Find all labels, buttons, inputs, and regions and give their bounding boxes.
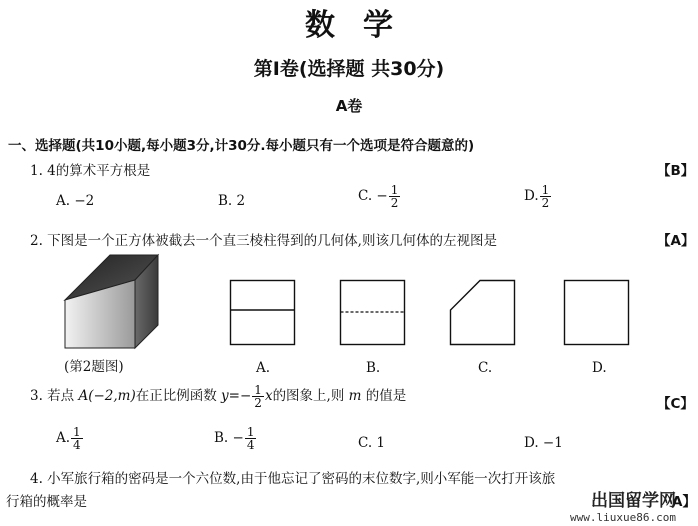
q3-stem <box>30 384 406 409</box>
q3-stem-end: 的值是 <box>365 388 407 404</box>
q1-option-d <box>524 184 552 209</box>
watermark-url: www.liuxue86.com <box>570 511 676 524</box>
q1-answer: 【B】 <box>657 163 695 179</box>
q4-stem-line2: 行箱的概率是 <box>6 494 87 510</box>
q2-view-d <box>564 280 630 346</box>
q3-option-b-prefix: B. − <box>214 430 244 446</box>
q3-stem-mid2: 的图象上,则 <box>272 388 345 404</box>
q3-option-a <box>56 426 84 451</box>
q2-option-d-label: D. <box>592 360 607 376</box>
q3-option-a-prefix: A. <box>56 430 71 446</box>
q3-option-b-fraction <box>245 426 257 451</box>
q3-option-c: C. 1 <box>358 435 386 451</box>
q2-answer: 【A】 <box>657 233 695 249</box>
q2-view-a <box>230 280 296 346</box>
fraction-denominator: 4 <box>246 438 255 452</box>
watermark <box>570 492 676 524</box>
q4-stem-line1: 4. 小军旅行箱的密码是一个六位数,由于他忘记了密码的末位数字,则小军能一次打开该旅 <box>30 471 556 487</box>
q3-stem-prefix: 3. 若点 <box>30 388 75 404</box>
q1-option-c-fraction <box>389 184 401 209</box>
page-title: 数学 <box>305 8 421 43</box>
q1-option-c-prefix: C. − <box>358 188 388 204</box>
q1-option-d-prefix: D. <box>524 188 539 204</box>
q3-option-a-fraction <box>71 426 83 451</box>
fraction-numerator: 1 <box>73 425 81 439</box>
fraction-denominator: 4 <box>73 438 81 452</box>
q4-answer: A】 <box>672 494 696 510</box>
q3-stem-mid: 在正比例函数 <box>135 388 217 404</box>
fraction-denominator: 2 <box>541 196 550 210</box>
fraction-numerator: 1 <box>390 183 399 197</box>
q3-option-d: D. −1 <box>524 435 563 451</box>
q3-var-m: m <box>348 388 362 404</box>
q2-option-b-label: B. <box>366 360 381 376</box>
fraction-denominator: 2 <box>390 196 399 210</box>
q2-figure-caption: (第2题图) <box>64 359 124 375</box>
q2-solid-figure <box>60 250 200 350</box>
fraction-numerator: 1 <box>541 183 550 197</box>
q1-option-d-fraction <box>540 184 552 209</box>
part-heading: 一、选择题(共10小题,每小题3分,计30分.每小题只有一个选项是符合题意的) <box>8 138 475 154</box>
volume-subtitle: 第Ⅰ卷(选择题 共30分) <box>253 58 445 80</box>
q1-option-c <box>358 184 401 209</box>
q2-option-c-label: C. <box>478 360 493 376</box>
q3-option-b <box>214 426 257 451</box>
q1-option-a: A. −2 <box>56 193 95 209</box>
q3-function-lhs: y=− <box>221 388 252 404</box>
q2-view-b <box>340 280 406 346</box>
q2-stem: 2. 下图是一个正方体被截去一个直三棱柱得到的几何体,则该几何体的左视图是 <box>30 233 497 249</box>
fraction-numerator: 1 <box>254 383 262 397</box>
section-label: A卷 <box>335 97 363 115</box>
q2-option-a-label: A. <box>256 360 271 376</box>
q2-view-c <box>450 280 516 346</box>
q3-function-fraction <box>252 384 264 409</box>
q3-function-var: x <box>264 388 273 404</box>
q3-answer: 【C】 <box>657 396 694 412</box>
fraction-denominator: 2 <box>254 396 262 410</box>
watermark-text: 出国留学网 <box>591 491 676 512</box>
q3-point: A(−2,m) <box>78 388 136 404</box>
fraction-numerator: 1 <box>246 425 255 439</box>
q1-option-b: B. 2 <box>218 193 246 209</box>
q1-stem: 1. 4的算术平方根是 <box>30 163 151 179</box>
